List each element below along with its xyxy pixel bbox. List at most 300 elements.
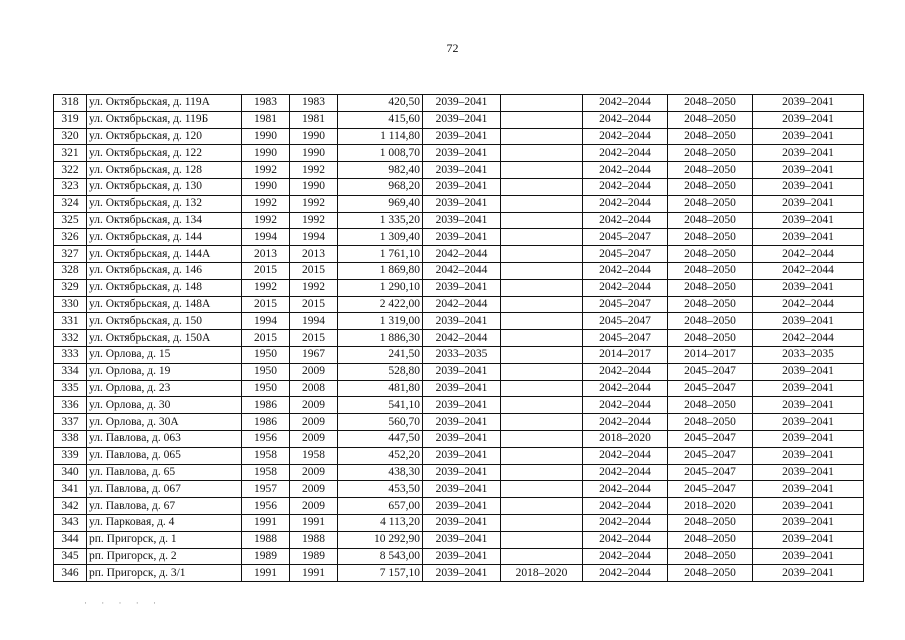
period-3-cell: 2042–2044 — [583, 178, 668, 195]
area-cell: 560,70 — [338, 414, 423, 431]
period-2-cell — [501, 111, 583, 128]
period-3-cell: 2042–2044 — [583, 414, 668, 431]
table-row — [54, 447, 864, 464]
row-number-cell: 328 — [54, 262, 87, 279]
row-number-cell: 332 — [54, 330, 87, 347]
period-5-cell: 2039–2041 — [753, 178, 864, 195]
commissioning-year-cell: 1990 — [290, 145, 338, 162]
period-2-cell — [501, 145, 583, 162]
construction-year-cell: 1991 — [242, 514, 290, 531]
period-1-cell: 2039–2041 — [423, 481, 501, 498]
row-number-cell: 330 — [54, 296, 87, 313]
period-1-cell: 2039–2041 — [423, 195, 501, 212]
period-1-cell: 2039–2041 — [423, 363, 501, 380]
period-3-cell: 2042–2044 — [583, 548, 668, 565]
period-2-cell — [501, 548, 583, 565]
construction-year-cell: 2015 — [242, 330, 290, 347]
period-5-cell: 2039–2041 — [753, 498, 864, 515]
construction-year-cell: 1989 — [242, 548, 290, 565]
row-number-cell: 320 — [54, 128, 87, 145]
address-cell: ул. Октябрьская, д. 144 — [87, 229, 242, 246]
construction-year-cell: 2015 — [242, 296, 290, 313]
commissioning-year-cell: 2008 — [290, 380, 338, 397]
period-2-cell — [501, 380, 583, 397]
row-number-cell: 325 — [54, 212, 87, 229]
table-row — [54, 414, 864, 431]
row-number-cell: 343 — [54, 514, 87, 531]
period-3-cell: 2042–2044 — [583, 397, 668, 414]
area-cell: 438,30 — [338, 464, 423, 481]
period-4-cell: 2018–2020 — [668, 498, 753, 515]
area-cell: 10 292,90 — [338, 531, 423, 548]
row-number-cell: 319 — [54, 111, 87, 128]
table-row — [54, 330, 864, 347]
commissioning-year-cell: 2009 — [290, 363, 338, 380]
area-cell: 8 543,00 — [338, 548, 423, 565]
period-4-cell: 2048–2050 — [668, 414, 753, 431]
period-2-cell — [501, 313, 583, 330]
scan-artifacts: · · · · · — [84, 598, 162, 608]
commissioning-year-cell: 1990 — [290, 178, 338, 195]
period-2-cell — [501, 229, 583, 246]
period-2-cell — [501, 95, 583, 112]
row-number-cell: 335 — [54, 380, 87, 397]
commissioning-year-cell: 1991 — [290, 565, 338, 582]
construction-year-cell: 1950 — [242, 346, 290, 363]
area-cell: 7 157,10 — [338, 565, 423, 582]
period-4-cell: 2048–2050 — [668, 95, 753, 112]
period-5-cell: 2039–2041 — [753, 162, 864, 179]
area-cell: 982,40 — [338, 162, 423, 179]
period-1-cell: 2033–2035 — [423, 346, 501, 363]
area-cell: 452,20 — [338, 447, 423, 464]
period-4-cell: 2048–2050 — [668, 145, 753, 162]
table-row — [54, 397, 864, 414]
address-cell: ул. Орлова, д. 15 — [87, 346, 242, 363]
period-5-cell: 2039–2041 — [753, 229, 864, 246]
commissioning-year-cell: 2009 — [290, 397, 338, 414]
period-3-cell: 2045–2047 — [583, 246, 668, 263]
row-number-cell: 326 — [54, 229, 87, 246]
commissioning-year-cell: 1990 — [290, 128, 338, 145]
area-cell: 415,60 — [338, 111, 423, 128]
row-number-cell: 324 — [54, 195, 87, 212]
construction-year-cell: 1956 — [242, 430, 290, 447]
period-5-cell: 2033–2035 — [753, 346, 864, 363]
table-row — [54, 548, 864, 565]
commissioning-year-cell: 1992 — [290, 279, 338, 296]
period-2-cell — [501, 498, 583, 515]
address-cell: ул. Павлова, д. 067 — [87, 481, 242, 498]
commissioning-year-cell: 1992 — [290, 162, 338, 179]
period-4-cell: 2048–2050 — [668, 212, 753, 229]
construction-year-cell: 2015 — [242, 262, 290, 279]
address-cell: ул. Орлова, д. 30А — [87, 414, 242, 431]
period-2-cell — [501, 262, 583, 279]
commissioning-year-cell: 2009 — [290, 430, 338, 447]
address-cell: ул. Октябрьская, д. 120 — [87, 128, 242, 145]
construction-year-cell: 1950 — [242, 363, 290, 380]
row-number-cell: 331 — [54, 313, 87, 330]
period-1-cell: 2039–2041 — [423, 128, 501, 145]
period-3-cell: 2042–2044 — [583, 145, 668, 162]
period-4-cell: 2048–2050 — [668, 195, 753, 212]
construction-year-cell: 1958 — [242, 464, 290, 481]
commissioning-year-cell: 1988 — [290, 531, 338, 548]
period-4-cell: 2045–2047 — [668, 481, 753, 498]
table-row — [54, 279, 864, 296]
address-cell: ул. Октябрьская, д. 122 — [87, 145, 242, 162]
commissioning-year-cell: 2009 — [290, 414, 338, 431]
period-1-cell: 2039–2041 — [423, 111, 501, 128]
area-cell: 1 886,30 — [338, 330, 423, 347]
table-row — [54, 178, 864, 195]
commissioning-year-cell: 1958 — [290, 447, 338, 464]
table-row — [54, 464, 864, 481]
period-1-cell: 2039–2041 — [423, 95, 501, 112]
row-number-cell: 346 — [54, 565, 87, 582]
row-number-cell: 341 — [54, 481, 87, 498]
period-2-cell — [501, 212, 583, 229]
period-3-cell: 2045–2047 — [583, 229, 668, 246]
period-1-cell: 2039–2041 — [423, 548, 501, 565]
construction-year-cell: 2013 — [242, 246, 290, 263]
period-5-cell: 2039–2041 — [753, 481, 864, 498]
period-2-cell — [501, 531, 583, 548]
commissioning-year-cell: 2009 — [290, 464, 338, 481]
commissioning-year-cell: 2009 — [290, 498, 338, 515]
period-1-cell: 2039–2041 — [423, 498, 501, 515]
address-cell: ул. Октябрьская, д. 128 — [87, 162, 242, 179]
period-2-cell — [501, 330, 583, 347]
period-4-cell: 2045–2047 — [668, 380, 753, 397]
row-number-cell: 336 — [54, 397, 87, 414]
construction-year-cell: 1956 — [242, 498, 290, 515]
period-1-cell: 2039–2041 — [423, 279, 501, 296]
period-4-cell: 2048–2050 — [668, 330, 753, 347]
construction-year-cell: 1990 — [242, 145, 290, 162]
period-3-cell: 2042–2044 — [583, 95, 668, 112]
table-row — [54, 565, 864, 582]
period-4-cell: 2048–2050 — [668, 111, 753, 128]
period-4-cell: 2048–2050 — [668, 246, 753, 263]
period-1-cell: 2039–2041 — [423, 397, 501, 414]
construction-year-cell: 1992 — [242, 279, 290, 296]
period-3-cell: 2042–2044 — [583, 128, 668, 145]
table-row — [54, 363, 864, 380]
row-number-cell: 321 — [54, 145, 87, 162]
period-2-cell — [501, 430, 583, 447]
period-1-cell: 2039–2041 — [423, 178, 501, 195]
page-number: 72 — [446, 41, 459, 55]
period-5-cell: 2039–2041 — [753, 212, 864, 229]
row-number-cell: 318 — [54, 95, 87, 112]
period-1-cell: 2039–2041 — [423, 380, 501, 397]
period-2-cell: 2018–2020 — [501, 565, 583, 582]
address-cell: ул. Орлова, д. 30 — [87, 397, 242, 414]
commissioning-year-cell: 2015 — [290, 262, 338, 279]
address-cell: ул. Павлова, д. 063 — [87, 430, 242, 447]
period-4-cell: 2048–2050 — [668, 531, 753, 548]
address-cell: рп. Пригорск, д. 1 — [87, 531, 242, 548]
period-4-cell: 2048–2050 — [668, 397, 753, 414]
row-number-cell: 345 — [54, 548, 87, 565]
table-row — [54, 313, 864, 330]
period-3-cell: 2042–2044 — [583, 531, 668, 548]
area-cell: 1 869,80 — [338, 262, 423, 279]
area-cell: 1 761,10 — [338, 246, 423, 263]
area-cell: 1 114,80 — [338, 128, 423, 145]
construction-year-cell: 1981 — [242, 111, 290, 128]
table-row — [54, 195, 864, 212]
table-row — [54, 296, 864, 313]
construction-year-cell: 1958 — [242, 447, 290, 464]
table-row — [54, 262, 864, 279]
commissioning-year-cell: 2009 — [290, 481, 338, 498]
table-row — [54, 145, 864, 162]
period-4-cell: 2045–2047 — [668, 363, 753, 380]
period-1-cell: 2042–2044 — [423, 296, 501, 313]
construction-year-cell: 1990 — [242, 128, 290, 145]
period-3-cell: 2045–2047 — [583, 313, 668, 330]
period-1-cell: 2039–2041 — [423, 414, 501, 431]
table-row — [54, 162, 864, 179]
period-1-cell: 2039–2041 — [423, 145, 501, 162]
period-5-cell: 2042–2044 — [753, 262, 864, 279]
address-cell: ул. Октябрьская, д. 132 — [87, 195, 242, 212]
address-cell: ул. Орлова, д. 23 — [87, 380, 242, 397]
address-cell: ул. Павлова, д. 65 — [87, 464, 242, 481]
period-1-cell: 2039–2041 — [423, 313, 501, 330]
period-3-cell: 2042–2044 — [583, 279, 668, 296]
period-1-cell: 2039–2041 — [423, 531, 501, 548]
address-cell: ул. Октябрьская, д. 144А — [87, 246, 242, 263]
period-1-cell: 2042–2044 — [423, 262, 501, 279]
period-2-cell — [501, 397, 583, 414]
period-3-cell: 2042–2044 — [583, 111, 668, 128]
period-1-cell: 2039–2041 — [423, 229, 501, 246]
period-4-cell: 2045–2047 — [668, 464, 753, 481]
table-row — [54, 128, 864, 145]
row-number-cell: 340 — [54, 464, 87, 481]
period-2-cell — [501, 162, 583, 179]
period-3-cell: 2042–2044 — [583, 447, 668, 464]
period-3-cell: 2042–2044 — [583, 212, 668, 229]
period-2-cell — [501, 464, 583, 481]
area-cell: 1 319,00 — [338, 313, 423, 330]
construction-year-cell: 1994 — [242, 313, 290, 330]
area-cell: 1 309,40 — [338, 229, 423, 246]
period-3-cell: 2014–2017 — [583, 346, 668, 363]
area-cell: 1 335,20 — [338, 212, 423, 229]
commissioning-year-cell: 2015 — [290, 296, 338, 313]
table-row — [54, 246, 864, 263]
period-3-cell: 2042–2044 — [583, 363, 668, 380]
row-number-cell: 342 — [54, 498, 87, 515]
period-3-cell: 2042–2044 — [583, 262, 668, 279]
commissioning-year-cell: 1989 — [290, 548, 338, 565]
address-cell: ул. Октябрьская, д. 150 — [87, 313, 242, 330]
area-cell: 541,10 — [338, 397, 423, 414]
period-2-cell — [501, 195, 583, 212]
address-cell: ул. Октябрьская, д. 130 — [87, 178, 242, 195]
area-cell: 528,80 — [338, 363, 423, 380]
address-cell: рп. Пригорск, д. 3/1 — [87, 565, 242, 582]
construction-year-cell: 1983 — [242, 95, 290, 112]
address-cell: ул. Павлова, д. 67 — [87, 498, 242, 515]
period-5-cell: 2039–2041 — [753, 363, 864, 380]
commissioning-year-cell: 1981 — [290, 111, 338, 128]
table-row — [54, 346, 864, 363]
commissioning-year-cell: 1983 — [290, 95, 338, 112]
period-5-cell: 2039–2041 — [753, 447, 864, 464]
commissioning-year-cell: 1991 — [290, 514, 338, 531]
period-5-cell: 2039–2041 — [753, 414, 864, 431]
address-cell: ул. Октябрьская, д. 148А — [87, 296, 242, 313]
period-4-cell: 2045–2047 — [668, 430, 753, 447]
row-number-cell: 333 — [54, 346, 87, 363]
period-3-cell: 2018–2020 — [583, 430, 668, 447]
period-5-cell: 2039–2041 — [753, 514, 864, 531]
period-5-cell: 2042–2044 — [753, 330, 864, 347]
period-3-cell: 2045–2047 — [583, 330, 668, 347]
construction-year-cell: 1950 — [242, 380, 290, 397]
period-1-cell: 2039–2041 — [423, 464, 501, 481]
period-2-cell — [501, 346, 583, 363]
period-3-cell: 2042–2044 — [583, 380, 668, 397]
period-2-cell — [501, 279, 583, 296]
period-5-cell: 2039–2041 — [753, 95, 864, 112]
period-5-cell: 2039–2041 — [753, 128, 864, 145]
period-5-cell: 2039–2041 — [753, 548, 864, 565]
period-3-cell: 2042–2044 — [583, 162, 668, 179]
period-5-cell: 2039–2041 — [753, 430, 864, 447]
row-number-cell: 337 — [54, 414, 87, 431]
period-3-cell: 2042–2044 — [583, 514, 668, 531]
row-number-cell: 334 — [54, 363, 87, 380]
period-2-cell — [501, 481, 583, 498]
address-cell: ул. Октябрьская, д. 148 — [87, 279, 242, 296]
table-row — [54, 531, 864, 548]
row-number-cell: 323 — [54, 178, 87, 195]
construction-year-cell: 1992 — [242, 195, 290, 212]
area-cell: 420,50 — [338, 95, 423, 112]
row-number-cell: 339 — [54, 447, 87, 464]
address-cell: ул. Орлова, д. 19 — [87, 363, 242, 380]
period-1-cell: 2039–2041 — [423, 212, 501, 229]
area-cell: 657,00 — [338, 498, 423, 515]
period-5-cell: 2039–2041 — [753, 195, 864, 212]
construction-year-cell: 1994 — [242, 229, 290, 246]
row-number-cell: 329 — [54, 279, 87, 296]
period-4-cell: 2048–2050 — [668, 279, 753, 296]
period-1-cell: 2039–2041 — [423, 162, 501, 179]
period-4-cell: 2048–2050 — [668, 229, 753, 246]
commissioning-year-cell: 1994 — [290, 229, 338, 246]
period-5-cell: 2039–2041 — [753, 397, 864, 414]
area-cell: 453,50 — [338, 481, 423, 498]
period-4-cell: 2048–2050 — [668, 162, 753, 179]
commissioning-year-cell: 2015 — [290, 330, 338, 347]
table-row — [54, 514, 864, 531]
table-row — [54, 95, 864, 112]
housing-register-table — [53, 94, 864, 582]
period-3-cell: 2045–2047 — [583, 296, 668, 313]
table-row — [54, 481, 864, 498]
address-cell: ул. Павлова, д. 065 — [87, 447, 242, 464]
period-3-cell: 2042–2044 — [583, 565, 668, 582]
period-5-cell: 2039–2041 — [753, 565, 864, 582]
area-cell: 969,40 — [338, 195, 423, 212]
address-cell: ул. Октябрьская, д. 150А — [87, 330, 242, 347]
period-5-cell: 2039–2041 — [753, 279, 864, 296]
period-3-cell: 2042–2044 — [583, 195, 668, 212]
construction-year-cell: 1991 — [242, 565, 290, 582]
area-cell: 1 290,10 — [338, 279, 423, 296]
table-row — [54, 498, 864, 515]
table-row — [54, 380, 864, 397]
area-cell: 481,80 — [338, 380, 423, 397]
area-cell: 447,50 — [338, 430, 423, 447]
period-4-cell: 2048–2050 — [668, 262, 753, 279]
period-2-cell — [501, 363, 583, 380]
area-cell: 4 113,20 — [338, 514, 423, 531]
commissioning-year-cell: 1992 — [290, 212, 338, 229]
area-cell: 241,50 — [338, 346, 423, 363]
period-5-cell: 2039–2041 — [753, 111, 864, 128]
period-1-cell: 2042–2044 — [423, 330, 501, 347]
period-3-cell: 2042–2044 — [583, 464, 668, 481]
address-cell: ул. Парковая, д. 4 — [87, 514, 242, 531]
period-5-cell: 2042–2044 — [753, 246, 864, 263]
period-5-cell: 2039–2041 — [753, 380, 864, 397]
address-cell: ул. Октябрьская, д. 119А — [87, 95, 242, 112]
period-5-cell: 2039–2041 — [753, 145, 864, 162]
construction-year-cell: 1990 — [242, 178, 290, 195]
area-cell: 968,20 — [338, 178, 423, 195]
commissioning-year-cell: 1994 — [290, 313, 338, 330]
construction-year-cell: 1957 — [242, 481, 290, 498]
period-4-cell: 2048–2050 — [668, 128, 753, 145]
commissioning-year-cell: 1992 — [290, 195, 338, 212]
period-4-cell: 2045–2047 — [668, 447, 753, 464]
period-5-cell: 2039–2041 — [753, 531, 864, 548]
period-2-cell — [501, 514, 583, 531]
address-cell: рп. Пригорск, д. 2 — [87, 548, 242, 565]
period-1-cell: 2039–2041 — [423, 514, 501, 531]
row-number-cell: 338 — [54, 430, 87, 447]
table-row — [54, 229, 864, 246]
commissioning-year-cell: 1967 — [290, 346, 338, 363]
period-2-cell — [501, 128, 583, 145]
address-cell: ул. Октябрьская, д. 119Б — [87, 111, 242, 128]
table-row — [54, 111, 864, 128]
period-2-cell — [501, 447, 583, 464]
period-2-cell — [501, 414, 583, 431]
period-4-cell: 2048–2050 — [668, 565, 753, 582]
period-1-cell: 2039–2041 — [423, 430, 501, 447]
period-5-cell: 2042–2044 — [753, 296, 864, 313]
period-2-cell — [501, 246, 583, 263]
table-row — [54, 430, 864, 447]
period-1-cell: 2042–2044 — [423, 246, 501, 263]
period-3-cell: 2042–2044 — [583, 498, 668, 515]
period-4-cell: 2014–2017 — [668, 346, 753, 363]
period-4-cell: 2048–2050 — [668, 296, 753, 313]
construction-year-cell: 1986 — [242, 397, 290, 414]
row-number-cell: 327 — [54, 246, 87, 263]
area-cell: 1 008,70 — [338, 145, 423, 162]
